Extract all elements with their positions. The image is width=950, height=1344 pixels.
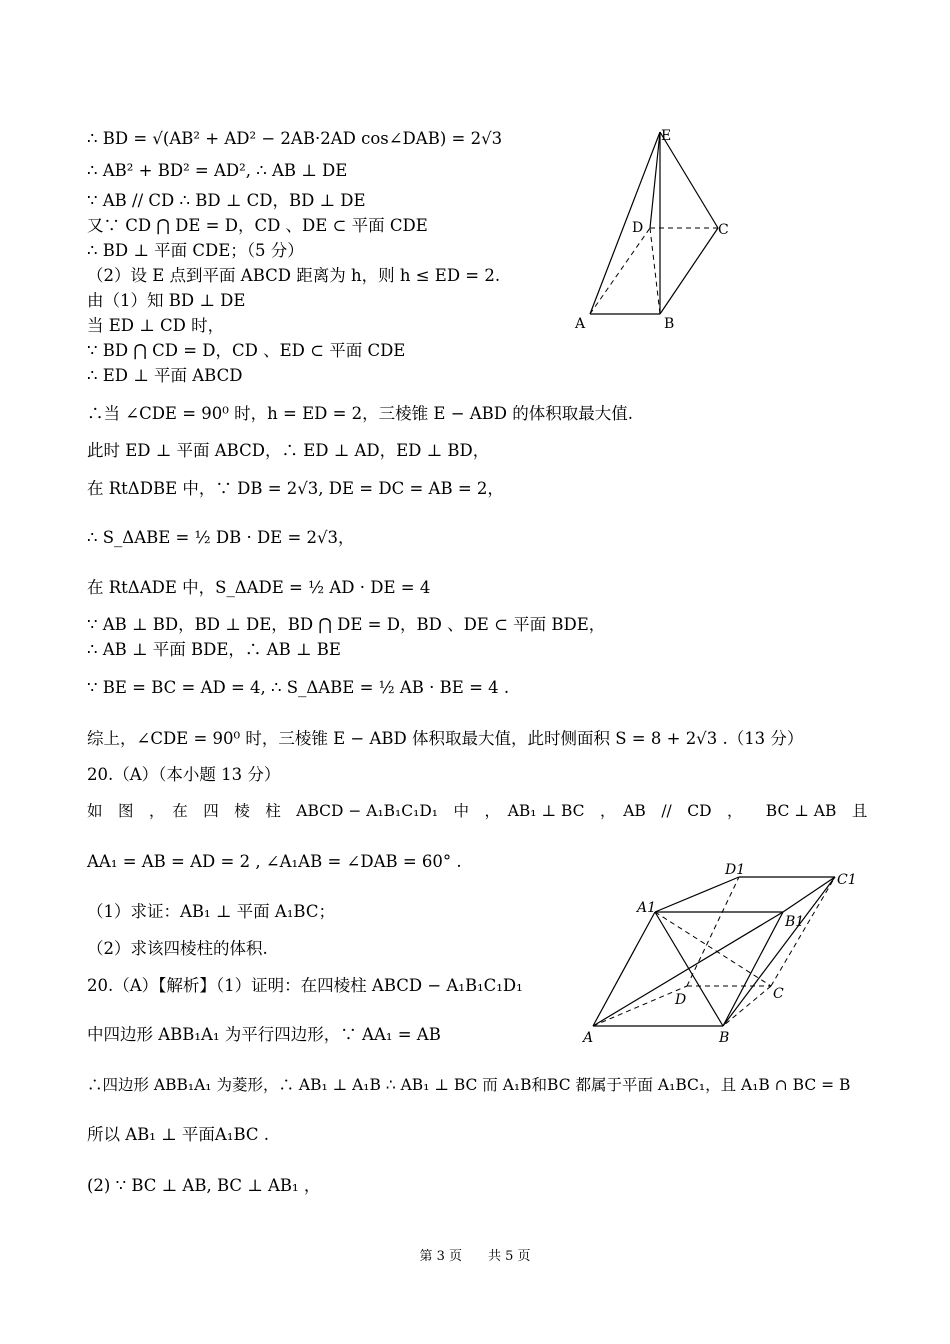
pyramid-figure [570, 120, 750, 340]
prism-figure [575, 860, 865, 1060]
text-line-20: 20.（A）（本小题 13 分） [87, 765, 281, 784]
label-C2: C [773, 986, 784, 1002]
text-line-22: AA₁ = AB = AD = 2 , ∠A₁AB = ∠DAB = 60° . [87, 852, 462, 871]
label-A2: A [583, 1030, 594, 1046]
text-line-29: (2) ∵ BC ⊥ AB, BC ⊥ AB₁ ， [87, 1176, 321, 1195]
page-footer: 第 3 页 共 5 页 [419, 1249, 531, 1264]
text-line-17: ∴ AB ⊥ 平面 BDE，∴ AB ⊥ BE [87, 640, 341, 659]
text-line-1: ∴ BD = √(AB² + AD² − 2AB·2AD cos∠DAB) = 2√3 [87, 129, 503, 148]
text-line-3: ∵ AB // CD ∴ BD ⊥ CD，BD ⊥ DE [87, 191, 366, 210]
text-line-12: 此时 ED ⊥ 平面 ABCD，∴ ED ⊥ AD，ED ⊥ BD， [87, 441, 490, 460]
text-line-15: 在 RtΔADE 中，S_ΔADE = ½ AD · DE = 4 [87, 578, 431, 597]
label-B: B [664, 316, 675, 332]
label-A1: A1 [637, 900, 657, 916]
label-D: D [632, 220, 644, 236]
text-line-14: ∴ S_ΔABE = ½ DB · DE = 2√3， [87, 528, 355, 547]
text-line-27: ∴四边形 ABB₁A₁ 为菱形，∴ AB₁ ⊥ A₁B ∴ AB₁ ⊥ BC 而 A₁B和BC 都属于平面 A₁BC₁，且 A₁B ∩ BC = B [87, 1076, 851, 1094]
text-line-18: ∵ BE = BC = AD = 4, ∴ S_ΔABE = ½ AB · BE = 4 . [87, 678, 510, 697]
text-line-9: ∵ BD ⋂ CD = D，CD 、ED ⊂ 平面 CDE [87, 341, 406, 360]
label-C1: C1 [837, 872, 857, 888]
label-D2: D [675, 992, 687, 1008]
text-line-6: （2）设 E 点到平面 ABCD 距离为 h，则 h ≤ ED = 2. [87, 266, 501, 285]
text-line-26: 中四边形 ABB₁A₁ 为平行四边形，∵ AA₁ = AB [87, 1025, 441, 1044]
text-line-8: 当 ED ⊥ CD 时， [87, 316, 225, 335]
text-line-13: 在 RtΔDBE 中，∵ DB = 2√3, DE = DC = AB = 2， [87, 479, 504, 498]
text-line-16: ∵ AB ⊥ BD，BD ⊥ DE，BD ⋂ DE = D，BD 、DE ⊂ 平面 BDE， [87, 615, 606, 634]
text-line-11: ∴当 ∠CDE = 90⁰ 时，h = ED = 2，三棱锥 E − ABD 的体积取最大值. [87, 404, 634, 423]
label-E: E [661, 128, 672, 144]
text-line-10: ∴ ED ⊥ 平面 ABCD [87, 366, 243, 385]
text-line-19: 综上，∠CDE = 90⁰ 时，三棱锥 E − ABD 体积取最大值，此时侧面积 S = 8 + 2√3 .（13 分） [87, 729, 804, 748]
text-line-4: 又∵ CD ⋂ DE = D，CD 、DE ⊂ 平面 CDE [87, 216, 428, 235]
label-D1: D1 [725, 862, 746, 878]
text-line-21: 如 图 ， 在 四 棱 柱 ABCD − A₁B₁C₁D₁ 中 ， AB₁ ⊥ BC ， AB // CD ， BC ⊥ AB 且 [87, 802, 868, 820]
text-line-7: 由（1）知 BD ⊥ DE [87, 291, 246, 310]
text-line-2: ∴ AB² + BD² = AD², ∴ AB ⊥ DE [87, 161, 348, 180]
text-line-5: ∴ BD ⊥ 平面 CDE；（5 分） [87, 241, 304, 260]
text-line-28: 所以 AB₁ ⊥ 平面A₁BC . [87, 1125, 269, 1144]
text-line-23: （1）求证：AB₁ ⊥ 平面 A₁BC； [87, 902, 335, 921]
label-B1: B1 [785, 914, 805, 930]
text-line-24: （2）求该四棱柱的体积. [87, 939, 268, 958]
label-A: A [575, 316, 586, 332]
text-line-25: 20.（A）【解析】（1）证明：在四棱柱 ABCD − A₁B₁C₁D₁ [87, 976, 523, 995]
label-B2: B [719, 1030, 730, 1046]
label-C: C [718, 222, 729, 238]
